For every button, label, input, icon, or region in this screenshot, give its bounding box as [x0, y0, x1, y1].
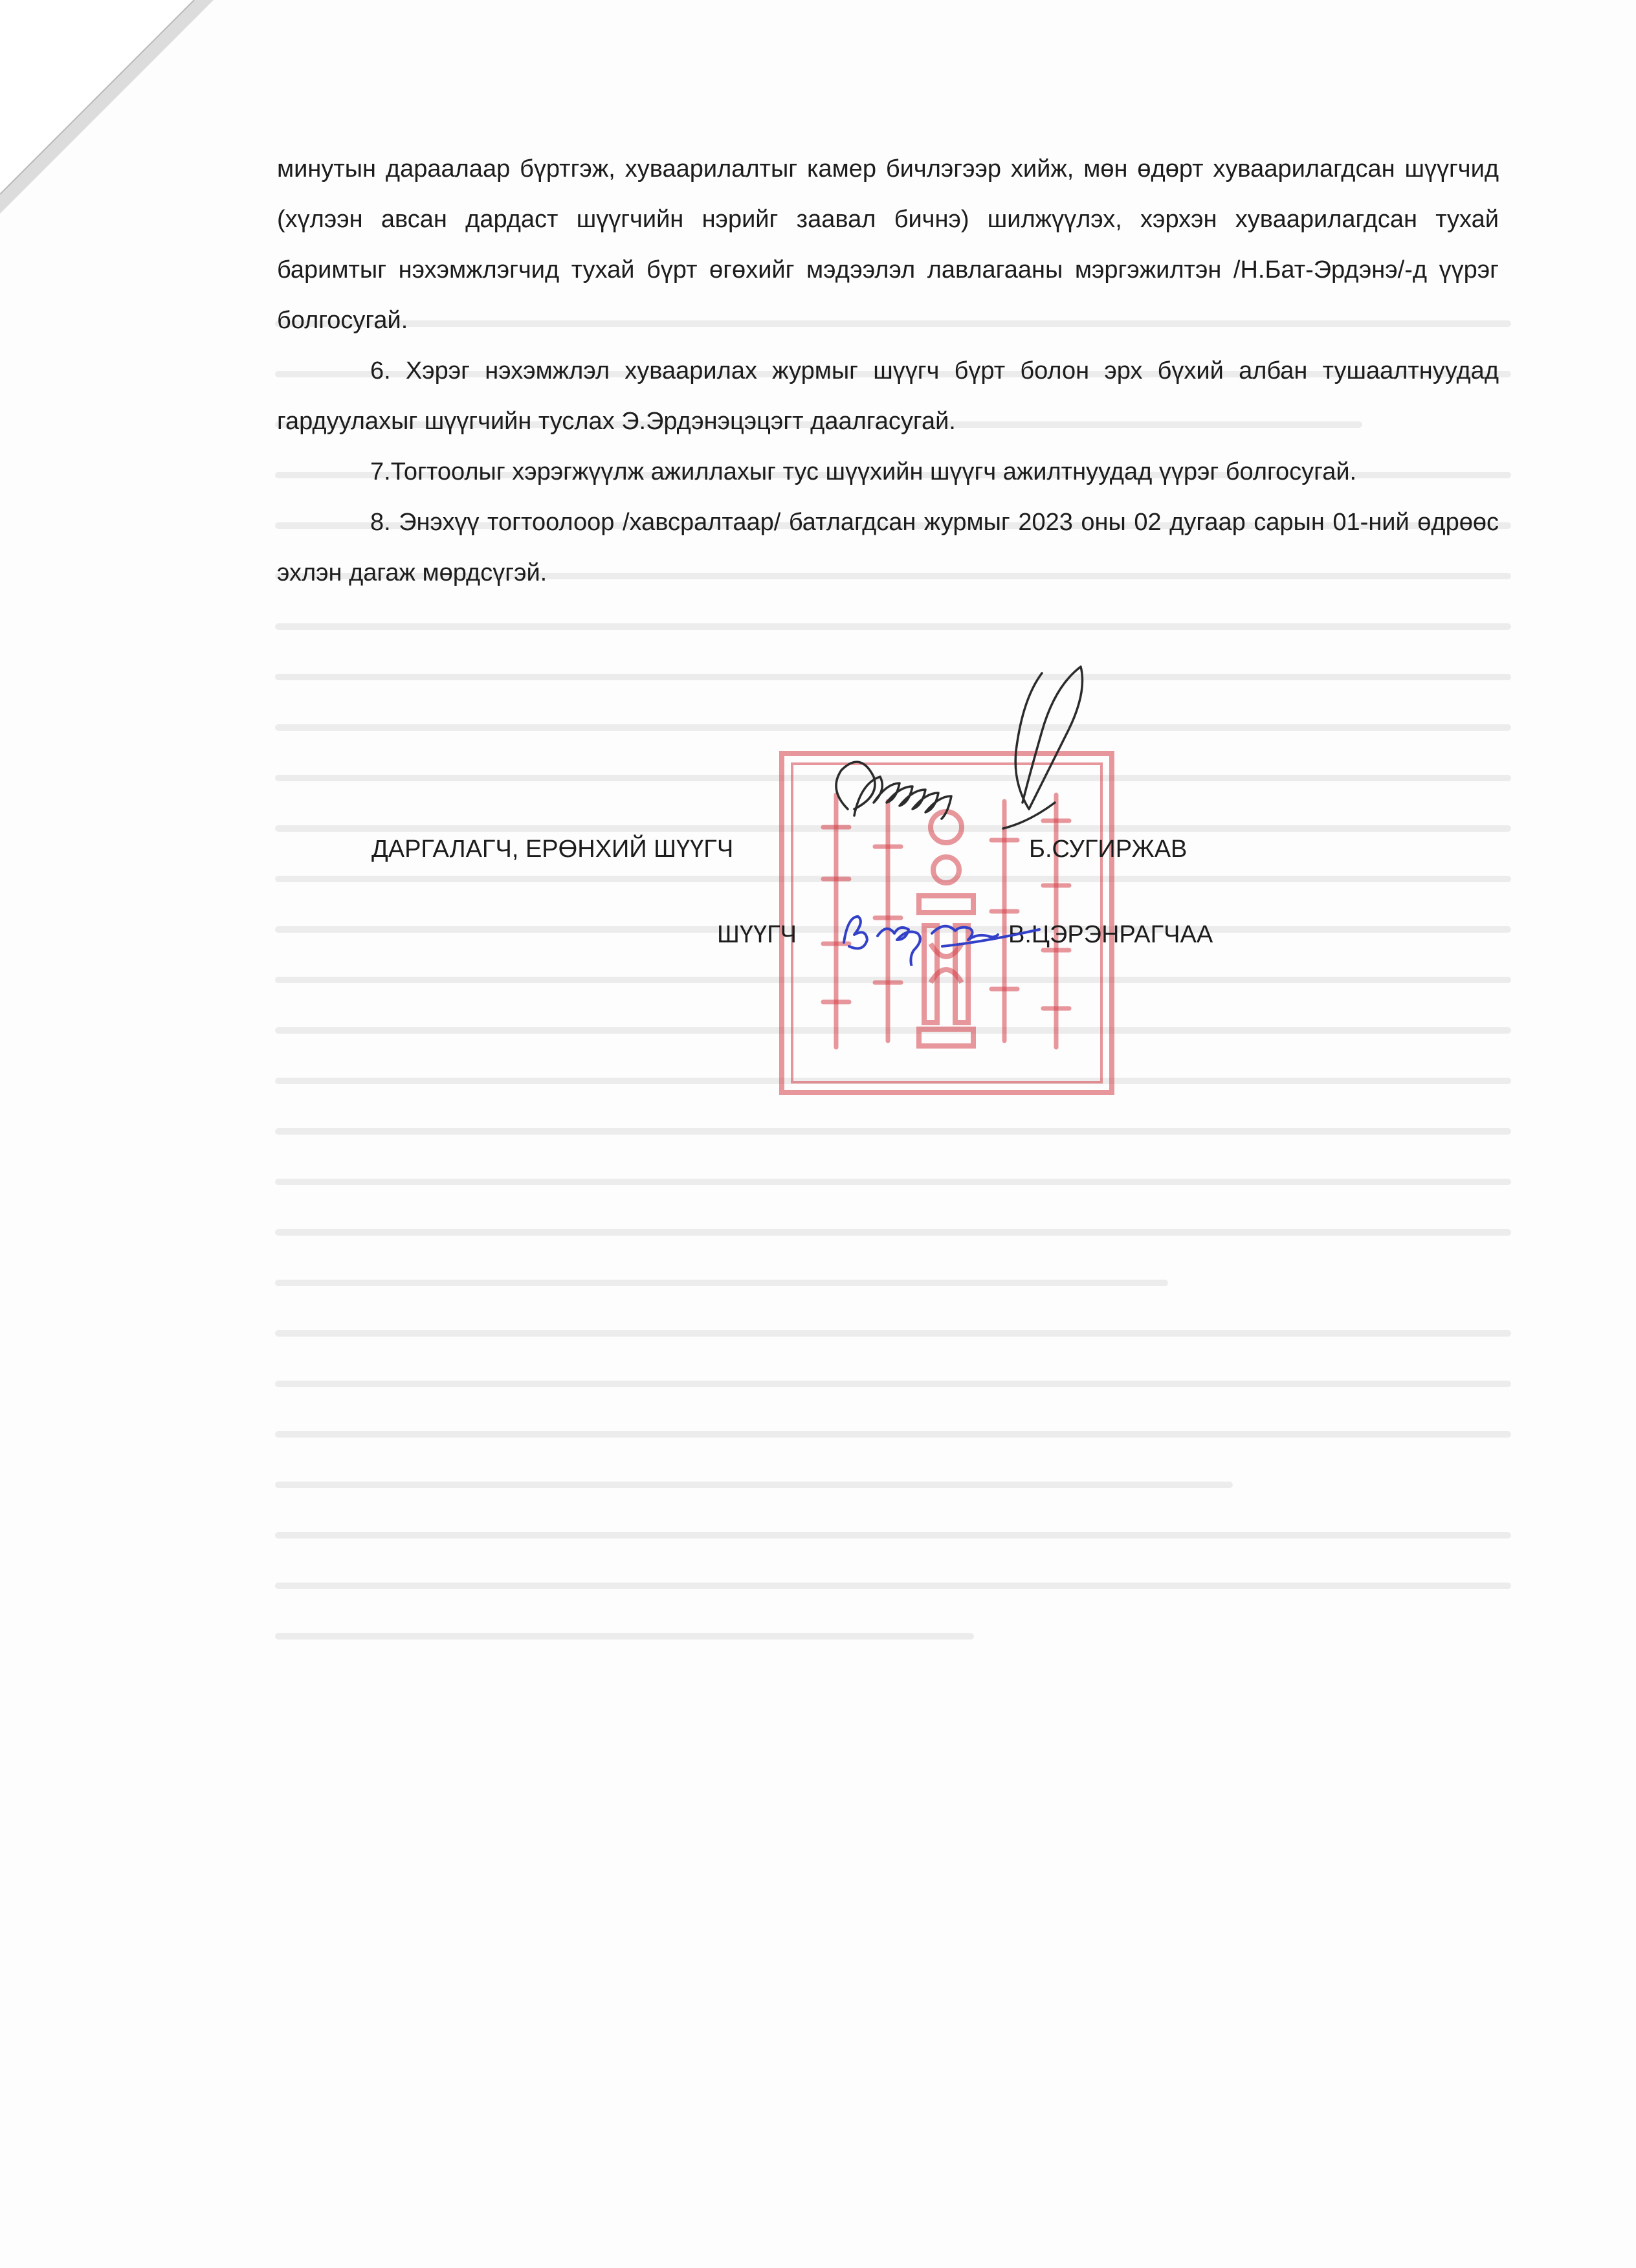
- chair-judge-name-line: [1029, 834, 1187, 865]
- document-body: [277, 144, 1499, 598]
- chair-judge-signature-line: [371, 834, 733, 865]
- judge-signature-line: [717, 919, 797, 950]
- paragraph-6: 6. Хэрэг нэхэмжлэл хуваарилах журмыг шүүгч бүрт болон эрх бүхий албан тушаалтнуудад гардуулахыг шүүгчийн туслах Э.Эрдэнэцэцэгт даалгасугай.: [277, 357, 1499, 435]
- chair-judge-title: ДАРГАЛАГЧ, ЕРӨНХИЙ ШҮҮГЧ: [371, 836, 734, 863]
- judge-title: ШҮҮГЧ: [717, 921, 797, 948]
- chair-judge-name: Б.СУГИРЖАВ: [1029, 836, 1188, 863]
- paragraph-8: 8. Энэхүү тогтоолоор /хавсралтаар/ батлагдсан журмыг 2023 оны 02 дугаар сарын 01-ний өдрөөс эхлэн дагаж мөрдсүгэй.: [277, 509, 1499, 586]
- folded-corner-icon: [0, 0, 214, 214]
- paragraph-5-continuation: минутын дараалаар бүртгэж, хуваарилалтыг камер бичлэгээр хийж, мөн өдөрт хуваарилагдсан шүүгчид (хүлээн авсан дардаст шүүгчийн нэрийг заавал бичнэ) шилжүүлэх, хэрхэн хуваарилагдсан тухай баримтыг нэхэмжлэгчид тухай бүрт өгөхийг мэдээлэл лавлагааны мэргэжилтэн /Н.Бат-Эрдэнэ/-д үүрэг болгосугай.: [277, 155, 1499, 334]
- judge-name-line: [1008, 919, 1213, 950]
- judge-name: В.ЦЭРЭНРАГЧАА: [1008, 921, 1213, 948]
- paragraph-7: 7.Тогтоолыг хэрэгжүүлж ажиллахыг тус шүүхийн шүүгч ажилтнуудад үүрэг болгосугай.: [370, 458, 1357, 485]
